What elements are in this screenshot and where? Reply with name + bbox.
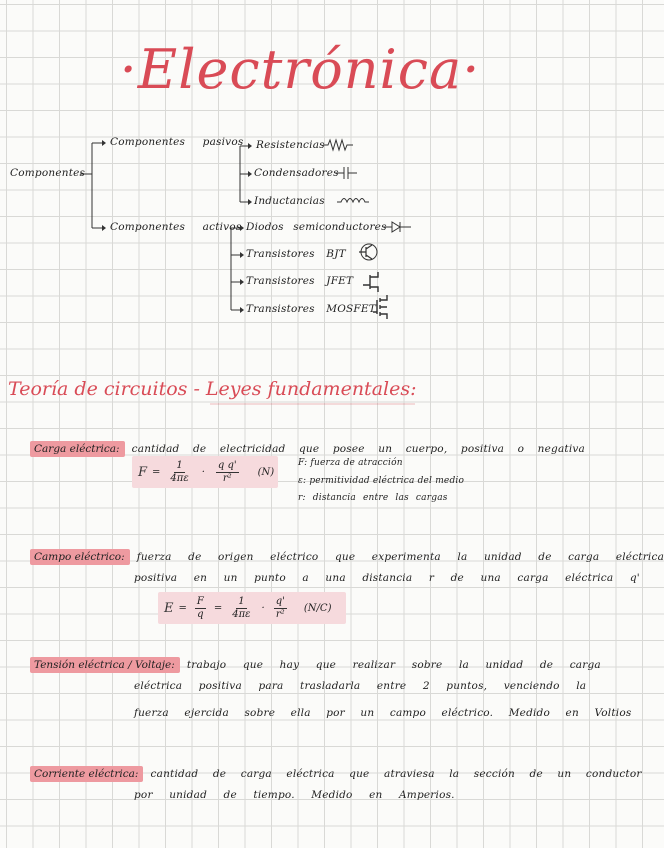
campo-line2: positiva en un punto a una distancia r de una carga eléctrica q': [134, 572, 640, 584]
formula-eq: =: [152, 466, 161, 478]
mosfet-icon: [372, 294, 392, 320]
jfet-icon: [362, 271, 382, 293]
formula-eq: =: [178, 602, 187, 614]
active-item-bjt: Transistores BJT: [246, 248, 346, 260]
carga-legend-0: F: fuerza de atracción: [298, 458, 403, 468]
active-item-mosfet: Transistores MOSFET: [246, 303, 376, 315]
carga-legend-2: r: distancia entre las cargas: [298, 493, 448, 503]
formula-unit: (N): [257, 466, 275, 478]
formula-unit: (N/C): [303, 602, 332, 614]
fraction-k: [230, 596, 252, 621]
corriente-term: Corriente eléctrica:: [30, 766, 143, 782]
fraction-f: [195, 596, 206, 621]
corriente-line1: cantidad de carga eléctrica que atraviesa la sección de un conductor: [150, 768, 642, 780]
passive-item-inductancias: Inductancias: [254, 195, 325, 207]
fraction-numerator: 1: [176, 459, 183, 471]
passive-label: Componentes pasivos: [110, 136, 244, 148]
fraction-q: [216, 460, 239, 485]
carga-definition: cantidad de electricidad que posee un cuerpo, positiva o negativa: [131, 443, 585, 455]
fraction-numerator: q q': [217, 459, 237, 471]
campo-term: Campo eléctrico:: [30, 549, 130, 565]
carga-block: [30, 437, 585, 456]
resistor-icon: [322, 136, 354, 154]
tension-line3: fuerza ejercida sobre ella por un campo eléctrico. Medido en Voltios: [134, 707, 632, 719]
fraction-denominator: q: [197, 608, 204, 620]
capacitor-icon: [334, 164, 358, 182]
bjt-icon: [356, 240, 380, 264]
campo-line1: fuerza de origen eléctrico que experimenta la unidad de carga eléctrica: [136, 551, 664, 563]
formula-dot: ·: [261, 602, 265, 614]
carga-term: Carga eléctrica:: [30, 441, 125, 457]
carga-formula: [132, 456, 278, 488]
fraction-denominator: r²: [275, 608, 285, 620]
fraction-numerator: 1: [238, 595, 245, 607]
carga-legend-1: ε: permitividad eléctrica del medio: [298, 476, 465, 486]
fraction-k: [168, 460, 190, 485]
active-label: Componentes activos: [110, 221, 242, 233]
fraction-denominator: 4πε: [170, 472, 189, 484]
campo-block: [30, 545, 664, 564]
formula-eq: =: [213, 602, 223, 614]
fraction-denominator: 4πε: [232, 608, 251, 620]
fraction-numerator: q': [275, 595, 285, 607]
active-item-diodos: Diodos semiconductores: [246, 221, 387, 233]
active-item-jfet: Transistores JFET: [246, 275, 354, 287]
corriente-line2: por unidad de tiempo. Medido en Amperios.: [134, 789, 455, 801]
formula-lhs: F: [138, 464, 148, 480]
tension-term: Tensión eléctrica / Voltaje:: [30, 657, 180, 673]
fraction-numerator: F: [196, 595, 204, 607]
section-underline: [210, 402, 420, 406]
tension-line2: eléctrica positiva para trasladarla entre 2 puntos, venciendo la: [134, 680, 587, 692]
corriente-block: [30, 762, 642, 781]
inductor-icon: [336, 193, 370, 207]
section-title: Teoría de circuitos - Leyes fundamentales:: [8, 378, 417, 400]
tree-root-label: Componentes: [10, 167, 86, 179]
fraction-q: [274, 596, 287, 621]
page-title: ·Electrónica·: [119, 38, 481, 101]
tension-line1: trabajo que hay que realizar sobre la unidad de carga: [186, 659, 601, 671]
passive-item-condensadores: Condensadores: [254, 167, 339, 179]
formula-dot: ·: [201, 466, 205, 478]
formula-lhs: E: [164, 600, 174, 616]
campo-formula: [158, 592, 346, 624]
diode-icon: [382, 219, 412, 235]
tension-block: [30, 653, 601, 672]
fraction-denominator: r²: [222, 472, 232, 484]
passive-item-resistencias: Resistencias: [256, 139, 325, 151]
